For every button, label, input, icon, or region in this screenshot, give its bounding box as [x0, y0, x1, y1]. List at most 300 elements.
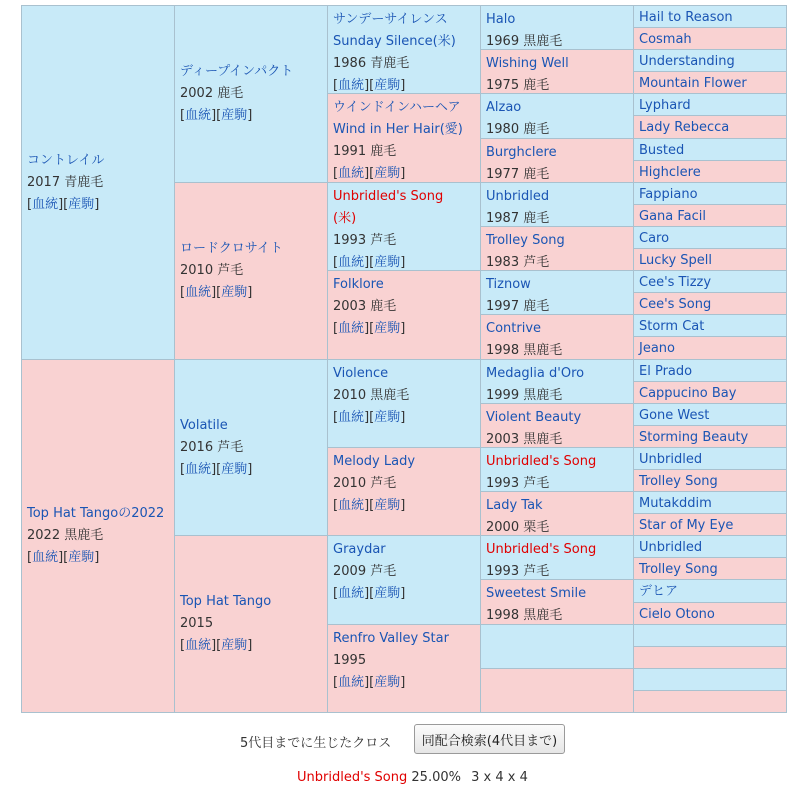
horse-name-38-line: [639, 405, 781, 426]
pedigree-cell-female-g5: [633, 557, 787, 580]
pedigree-links-47: [180, 635, 322, 657]
pedigree-links-40: [333, 495, 475, 517]
bracket: ]: [400, 410, 406, 425]
horse-name-27[interactable]: Cee's Song: [639, 297, 712, 312]
offspring-link[interactable]: 産駒: [374, 410, 401, 425]
bracket: ]: [247, 285, 253, 300]
horse-info-9: 1991 鹿毛: [333, 144, 397, 159]
horse-name-23-line: [639, 250, 781, 271]
horse-name-40-line: [333, 451, 475, 473]
bloodline-link[interactable]: 血統: [338, 321, 365, 336]
horse-name-32[interactable]: Volatile: [180, 417, 228, 433]
pedigree-cell-female-g4: [480, 226, 634, 271]
bracket: ]: [94, 196, 100, 212]
bloodline-link[interactable]: 血統: [338, 586, 365, 601]
bracket: [: [27, 196, 33, 212]
bracket: ][: [364, 321, 375, 336]
horse-name-0-line: [27, 150, 169, 172]
horse-info-6-line: [486, 75, 628, 94]
horse-name-4-line: [639, 7, 781, 28]
horse-name-45[interactable]: Mutakddim: [639, 496, 712, 511]
bloodline-link[interactable]: 血統: [338, 498, 365, 513]
horse-name-50[interactable]: Unbridled: [639, 540, 703, 555]
horse-name-36-line: [639, 383, 781, 404]
horse-name-6-line: [486, 53, 628, 75]
horse-info-0-line: [27, 172, 169, 194]
pedigree-cell-female-g3: [327, 93, 481, 183]
bracket: [: [180, 108, 186, 123]
pedigree-cell-female-g5: [633, 160, 787, 183]
bracket: ]: [400, 255, 406, 270]
horse-info-37: 2003 黒鹿毛: [486, 432, 563, 447]
horse-name-alt-17-line: [333, 208, 475, 230]
pedigree-links-9: [333, 163, 475, 183]
horse-info-24: 2003 鹿毛: [333, 299, 397, 314]
horse-name-50-line: [639, 537, 781, 558]
pedigree-cell-male-g3: [327, 182, 481, 271]
pedigree-cell-male-g4: [480, 447, 634, 492]
horse-info-55-line: [333, 650, 475, 672]
horse-info-31: 2022 黒鹿毛: [27, 528, 104, 543]
horse-name-25-line: [486, 274, 628, 296]
horse-name-43-line: [639, 471, 781, 492]
horse-info-3-line: [486, 31, 628, 50]
horse-info-44: 2000 栗毛: [486, 520, 550, 535]
bracket: [: [180, 638, 186, 653]
bloodline-link[interactable]: 血統: [185, 108, 212, 123]
horse-name-11[interactable]: Lyphard: [639, 98, 691, 113]
pedigree-cell-male-g3: [327, 5, 481, 94]
bloodline-link[interactable]: 血統: [338, 255, 365, 270]
horse-name-18[interactable]: Unbridled: [486, 189, 550, 204]
pedigree-cell-male-g5: [633, 447, 787, 470]
bloodline-link[interactable]: 血統: [338, 675, 365, 690]
bracket: [: [333, 321, 339, 336]
horse-name-37[interactable]: Violent Beauty: [486, 410, 582, 425]
offspring-link[interactable]: 産駒: [221, 285, 248, 300]
pedigree-cell-male-g5: [633, 579, 787, 603]
horse-name-55[interactable]: Renfro Valley Star: [333, 631, 449, 646]
horse-info-10: 1980 鹿毛: [486, 122, 550, 137]
pedigree-cell-male-g5: [633, 403, 787, 426]
pedigree-links-0: [27, 194, 169, 216]
horse-info-33: 2010 黒鹿毛: [333, 388, 410, 403]
pedigree-cell-female-g2: [174, 182, 328, 360]
offspring-link[interactable]: 産駒: [374, 321, 401, 336]
horse-name-39[interactable]: Storming Beauty: [639, 430, 749, 445]
bracket: ][: [364, 78, 375, 93]
bracket: [: [333, 586, 339, 601]
bloodline-link[interactable]: 血統: [338, 166, 365, 181]
horse-name-36[interactable]: Cappucino Bay: [639, 386, 737, 401]
horse-name-42[interactable]: Unbridled: [639, 452, 703, 467]
horse-info-48-line: [333, 561, 475, 583]
pedigree-links-32: [180, 459, 322, 481]
horse-name-23[interactable]: Lucky Spell: [639, 253, 713, 268]
pedigree-cell-male-g5: [633, 182, 787, 205]
cross-section-label: 5代目までに生じたクロス: [240, 736, 392, 751]
horse-name-21[interactable]: Trolley Song: [486, 233, 565, 248]
horse-info-52-line: [486, 605, 628, 625]
horse-name-5[interactable]: Cosmah: [639, 32, 692, 47]
horse-name-17-line: [333, 186, 475, 208]
horse-info-10-line: [486, 119, 628, 139]
pedigree-cell-female-g5: [633, 248, 787, 271]
horse-name-30-line: [639, 338, 781, 360]
horse-name-15-line: [639, 162, 781, 183]
offspring-link[interactable]: 産駒: [374, 498, 401, 513]
pedigree-cell-male-g5: [633, 668, 787, 691]
horse-info-21-line: [486, 252, 628, 271]
horse-name-28[interactable]: Contrive: [486, 321, 542, 336]
bracket: ][: [211, 108, 222, 123]
horse-info-6: 1975 鹿毛: [486, 78, 550, 93]
horse-name-34-line: [486, 363, 628, 385]
horse-name-25[interactable]: Tiznow: [486, 277, 531, 292]
horse-name-29[interactable]: Storm Cat: [639, 319, 705, 334]
pedigree-cell-female-g5: [633, 27, 787, 50]
cross-horse-link[interactable]: Unbridled's Song: [297, 770, 408, 785]
horse-info-16-line: [180, 260, 322, 282]
horse-name-33-line: [333, 363, 475, 385]
bracket: ][: [364, 675, 375, 690]
horse-name-22[interactable]: Caro: [639, 231, 670, 246]
horse-name-15[interactable]: Highclere: [639, 165, 701, 180]
cross-pattern: 3 x 4 x 4: [471, 770, 528, 785]
horse-name-37-line: [486, 407, 628, 429]
horse-name-35-line: [639, 361, 781, 382]
bloodline-link[interactable]: 血統: [32, 196, 59, 212]
horse-name-44-line: [486, 495, 628, 517]
horse-name-16-line: [180, 238, 322, 260]
horse-name-40[interactable]: Melody Lady: [333, 454, 416, 469]
offspring-link[interactable]: 産駒: [221, 108, 248, 123]
same-mating-search-button[interactable]: 同配合検索(4代目まで): [414, 724, 565, 754]
bloodline-link[interactable]: 血統: [185, 638, 212, 653]
bracket: ]: [400, 166, 406, 181]
offspring-link[interactable]: 産駒: [374, 675, 401, 690]
horse-info-55: 1995: [333, 653, 367, 668]
horse-info-17: 1993 芦毛: [333, 233, 397, 248]
horse-name-0[interactable]: コントレイル: [27, 152, 105, 168]
horse-info-13-line: [486, 164, 628, 183]
pedigree-cell-male-g4: [480, 93, 634, 139]
pedigree-table: [21, 5, 786, 712]
offspring-link[interactable]: 産駒: [374, 166, 401, 181]
bracket: ][: [211, 285, 222, 300]
horse-name-29-line: [639, 316, 781, 337]
horse-info-34: 1999 黒鹿毛: [486, 388, 563, 403]
horse-name-44[interactable]: Lady Tak: [486, 498, 543, 513]
pedigree-links-33: [333, 407, 475, 429]
horse-name-5-line: [639, 29, 781, 50]
horse-name-38[interactable]: Gone West: [639, 408, 710, 423]
horse-info-2-line: [333, 53, 475, 75]
pedigree-cell-female-g4: [480, 314, 634, 360]
bracket: [: [180, 461, 186, 477]
horse-name-41[interactable]: Unbridled's Song: [486, 454, 597, 469]
horse-name-alt-9[interactable]: Wind in Her Hair(愛): [333, 122, 463, 137]
horse-name-26[interactable]: Cee's Tizzy: [639, 275, 712, 290]
horse-info-28-line: [486, 340, 628, 360]
bracket: ]: [247, 461, 253, 477]
horse-info-33-line: [333, 385, 475, 407]
horse-name-54[interactable]: Cielo Otono: [639, 607, 715, 622]
horse-name-48[interactable]: Graydar: [333, 542, 386, 557]
horse-name-3-line: [486, 9, 628, 31]
horse-name-20[interactable]: Gana Facil: [639, 209, 706, 224]
bracket: [: [333, 410, 339, 425]
horse-name-31-line: [27, 503, 169, 525]
pedigree-links-48: [333, 583, 475, 605]
pedigree-links-31: [27, 547, 169, 569]
horse-name-28-line: [486, 318, 628, 340]
horse-name-11-line: [639, 95, 781, 116]
horse-name-18-line: [486, 186, 628, 208]
horse-name-19[interactable]: Fappiano: [639, 187, 698, 202]
horse-name-51-line: [639, 559, 781, 580]
pedigree-cell-male-g2: [174, 5, 328, 183]
horse-name-21-line: [486, 230, 628, 252]
pedigree-links-17: [333, 252, 475, 271]
horse-name-1-line: [180, 61, 322, 83]
bracket: ][: [58, 550, 69, 565]
horse-name-53[interactable]: デヒア: [639, 584, 679, 599]
pedigree-cell-female-g3: [327, 624, 481, 713]
pedigree-cell-male-g4: [480, 270, 634, 315]
horse-info-52: 1998 黒鹿毛: [486, 608, 563, 623]
pedigree-cell-male-g5: [633, 491, 787, 514]
pedigree-cell-female-g5: [633, 336, 787, 360]
horse-name-8[interactable]: Mountain Flower: [639, 76, 747, 91]
pedigree-cell-female-g5: [633, 71, 787, 94]
horse-info-2: 1986 青鹿毛: [333, 56, 410, 71]
pedigree-cell-male-g5: [633, 270, 787, 293]
bracket: ]: [400, 321, 406, 336]
bracket: ]: [247, 108, 253, 123]
pedigree-cell-female-g5: [633, 381, 787, 404]
horse-name-35[interactable]: El Prado: [639, 364, 693, 379]
horse-name-6[interactable]: Wishing Well: [486, 56, 569, 71]
horse-name-4[interactable]: Hail to Reason: [639, 10, 733, 25]
horse-name-53-line: [639, 581, 781, 603]
horse-info-18: 1987 鹿毛: [486, 211, 550, 226]
horse-name-49[interactable]: Unbridled's Song: [486, 542, 597, 557]
bracket: ]: [247, 638, 253, 653]
bloodline-link[interactable]: 血統: [338, 78, 365, 93]
bracket: ][: [364, 166, 375, 181]
horse-name-13[interactable]: Burghclere: [486, 145, 557, 160]
bracket: ]: [400, 586, 406, 601]
horse-name-54-line: [639, 604, 781, 625]
horse-name-24[interactable]: Folklore: [333, 277, 384, 292]
pedigree-cell-male-g3: [327, 359, 481, 448]
offspring-link[interactable]: 産駒: [221, 638, 248, 653]
pedigree-cell-male-g5: [633, 93, 787, 116]
offspring-link[interactable]: 産駒: [68, 550, 95, 565]
horse-name-43[interactable]: Trolley Song: [639, 474, 718, 489]
horse-name-17[interactable]: Unbridled's Song: [333, 189, 444, 204]
horse-info-17-line: [333, 230, 475, 252]
horse-name-39-line: [639, 427, 781, 448]
bracket: ][: [211, 461, 222, 477]
horse-info-1: 2002 鹿毛: [180, 86, 244, 101]
bracket: ][: [58, 196, 69, 212]
horse-name-47-line: [180, 591, 322, 613]
pedigree-links-1: [180, 105, 322, 127]
pedigree-links-16: [180, 282, 322, 304]
bracket: [: [333, 498, 339, 513]
horse-info-41-line: [486, 473, 628, 492]
pedigree-cell-female-g1: [21, 359, 175, 713]
pedigree-cell-female-g3: [327, 447, 481, 536]
horse-name-16[interactable]: ロードクロサイト: [180, 241, 283, 256]
bracket: [: [180, 285, 186, 300]
horse-info-9-line: [333, 141, 475, 163]
pedigree-cell-male-g4: [480, 5, 634, 50]
bracket: ][: [364, 498, 375, 513]
pedigree-links-55: [333, 672, 475, 694]
pedigree-cell-male-g5: [633, 138, 787, 161]
horse-info-44-line: [486, 517, 628, 536]
pedigree-cell-female-g2: [174, 535, 328, 713]
horse-info-31-line: [27, 525, 169, 547]
pedigree-cell-female-g5: [633, 690, 787, 713]
horse-name-3[interactable]: Halo: [486, 12, 516, 27]
horse-info-37-line: [486, 429, 628, 448]
horse-name-14[interactable]: Busted: [639, 143, 685, 158]
horse-name-22-line: [639, 228, 781, 249]
horse-info-21: 1983 芦毛: [486, 255, 550, 270]
bracket: ]: [400, 675, 406, 690]
horse-name-47[interactable]: Top Hat Tango: [180, 594, 272, 609]
bracket: [: [333, 166, 339, 181]
bracket: ]: [94, 550, 100, 565]
horse-name-26-line: [639, 272, 781, 293]
horse-name-19-line: [639, 184, 781, 205]
horse-name-32-line: [180, 415, 322, 437]
horse-name-7[interactable]: Understanding: [639, 54, 735, 69]
horse-info-13: 1977 鹿毛: [486, 167, 550, 182]
horse-name-45-line: [639, 493, 781, 514]
horse-info-28: 1998 黒鹿毛: [486, 343, 563, 358]
bloodline-link[interactable]: 血統: [338, 410, 365, 425]
horse-name-12-line: [639, 117, 781, 139]
horse-name-1[interactable]: ディープインパクト: [180, 64, 294, 79]
horse-name-14-line: [639, 140, 781, 161]
pedigree-cell-male-g4: [480, 359, 634, 404]
horse-name-34[interactable]: Medaglia d'Oro: [486, 366, 585, 381]
horse-name-51[interactable]: Trolley Song: [639, 562, 718, 577]
horse-info-49-line: [486, 561, 628, 580]
horse-info-47: 2015: [180, 616, 214, 631]
bloodline-link[interactable]: 血統: [185, 285, 212, 300]
horse-name-10-line: [486, 97, 628, 119]
bloodline-link[interactable]: 血統: [185, 461, 212, 477]
horse-name-9[interactable]: ウインドインハーヘア: [333, 100, 461, 115]
pedigree-cell-female-g4: [480, 579, 634, 625]
horse-name-48-line: [333, 539, 475, 561]
horse-info-40-line: [333, 473, 475, 495]
horse-name-46-line: [639, 515, 781, 536]
pedigree-cell-female-g5: [633, 425, 787, 448]
pedigree-cell-female-g4: [480, 49, 634, 94]
horse-info-1-line: [180, 83, 322, 105]
pedigree-cell-female-g5: [633, 204, 787, 227]
bracket: ][: [211, 638, 222, 653]
horse-name-52-line: [486, 583, 628, 605]
horse-name-7-line: [639, 51, 781, 72]
pedigree-cell-male-g5: [633, 314, 787, 337]
horse-name-52[interactable]: Sweetest Smile: [486, 586, 587, 601]
pedigree-cell-male-g2: [174, 359, 328, 536]
bracket: [: [333, 675, 339, 690]
pedigree-cell-female-g4: [480, 403, 634, 448]
bloodline-link[interactable]: 血統: [32, 550, 59, 565]
offspring-link[interactable]: 産駒: [221, 461, 248, 477]
horse-info-25-line: [486, 296, 628, 315]
horse-info-32-line: [180, 437, 322, 459]
horse-name-2[interactable]: サンデーサイレンス: [333, 12, 448, 27]
horse-info-49: 1993 芦毛: [486, 564, 550, 579]
horse-name-alt-17[interactable]: (米): [333, 211, 357, 226]
pedigree-links-2: [333, 75, 475, 94]
bracket: ]: [400, 78, 406, 93]
pedigree-cell-female-g4: [480, 491, 634, 536]
horse-name-31[interactable]: Top Hat Tangoの2022: [27, 506, 165, 521]
horse-name-8-line: [639, 73, 781, 94]
horse-name-33[interactable]: Violence: [333, 366, 389, 381]
pedigree-cell-female-g4: [480, 138, 634, 183]
horse-name-49-line: [486, 539, 628, 561]
bracket: ][: [364, 586, 375, 601]
pedigree-cell-male-g4: [480, 624, 634, 669]
horse-info-32: 2016 芦毛: [180, 439, 244, 455]
pedigree-cell-male-g3: [327, 535, 481, 625]
horse-name-alt-9-line: [333, 119, 475, 141]
horse-name-46[interactable]: Star of My Eye: [639, 518, 734, 533]
pedigree-cell-male-g4: [480, 182, 634, 227]
pedigree-cell-male-g5: [633, 49, 787, 72]
horse-name-10[interactable]: Alzao: [486, 100, 522, 115]
horse-name-30[interactable]: Jeano: [639, 341, 675, 356]
offspring-link[interactable]: 産駒: [68, 196, 95, 212]
horse-info-0: 2017 青鹿毛: [27, 174, 104, 190]
bracket: [: [333, 78, 339, 93]
pedigree-cell-female-g4: [480, 668, 634, 713]
pedigree-cell-male-g4: [480, 535, 634, 580]
horse-info-48: 2009 芦毛: [333, 564, 397, 579]
pedigree-links-24: [333, 318, 475, 340]
horse-name-12[interactable]: Lady Rebecca: [639, 120, 730, 135]
horse-name-24-line: [333, 274, 475, 296]
bracket: ][: [364, 410, 375, 425]
offspring-link[interactable]: 産駒: [374, 586, 401, 601]
horse-info-3: 1969 黒鹿毛: [486, 34, 563, 49]
horse-name-27-line: [639, 294, 781, 315]
offspring-link[interactable]: 産駒: [374, 255, 401, 270]
pedigree-cell-male-g5: [633, 226, 787, 249]
horse-info-47-line: [180, 613, 322, 635]
pedigree-cell-female-g5: [633, 469, 787, 492]
horse-name-alt-2[interactable]: Sunday Silence(米): [333, 34, 456, 49]
offspring-link[interactable]: 産駒: [374, 78, 401, 93]
horse-name-55-line: [333, 628, 475, 650]
bracket: ][: [364, 255, 375, 270]
bracket: ]: [400, 498, 406, 513]
bracket: [: [27, 550, 33, 565]
horse-name-alt-2-line: [333, 31, 475, 53]
